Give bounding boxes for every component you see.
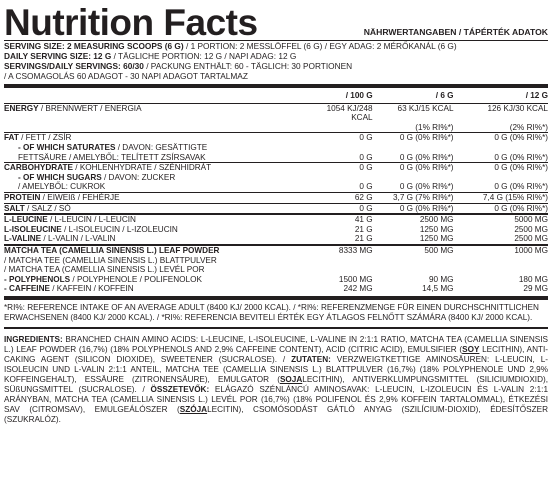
value-per-12g (454, 265, 548, 275)
nutrient-translation: / L-VALIN / L-VALIN (41, 234, 116, 244)
table-row (4, 265, 548, 275)
ingredients-de-2: LECITHIN), ANTIVERKLUMPUNGSMITTEL (SILICIUMDIOXID), SÜßUNGSMITTEL (SUCRALOSE). / (4, 374, 548, 394)
table-row (4, 103, 548, 123)
value-per-100g (310, 265, 373, 275)
header (4, 0, 548, 43)
nutrient-name: CARBOHYDRATE (4, 163, 73, 173)
nutrient-translation: / AMELYBŐL: CUKROK (18, 182, 106, 192)
value-per-6g: 14,5 MG (422, 284, 454, 294)
servings-count-label: SERVINGS/DAILY SERVINGS: 60/30 (4, 61, 144, 71)
nutrient-label (4, 214, 310, 225)
serving-line-2 (4, 51, 548, 61)
value-per-12g: 0 G (0% RI%*) (454, 203, 548, 214)
nutrient-label (4, 203, 310, 214)
table-row (4, 123, 548, 133)
ingredients-en-label: INGREDIENTS: (4, 334, 63, 344)
nutrient-label (4, 256, 310, 266)
table-row (4, 143, 548, 153)
value-per-12g: 0 G (0% RI%*) (494, 182, 548, 192)
value-per-6g: 2500 MG (373, 214, 454, 225)
allergen-soja: SOJA (279, 374, 303, 384)
column-header-12g: / 12 G (525, 91, 548, 100)
page-title: Nutrition Facts (4, 2, 258, 43)
table-row (4, 133, 548, 143)
ingredients-hu: ELÁGAZÓ SZÉNLÁNCÚ AMINOSAVAK: L-LEUCIN, L-IZOLEUCIN ÉS L-VALIN 2:1:1 ARÁNYBAN, MATCHA TEA (CAMELLIA SINENSIS L.) LEVÉL POR (16,7%) (18% POLIFENOL ÉS 2,9% KOFFEIN TARTALOMMAL), ÉTKEZÉSI SAV (CITROMSAV), EMULGEÁLÓSZER ( (4, 384, 548, 414)
table-row (4, 275, 548, 285)
value-per-12g: (2% RI%*) (509, 122, 548, 132)
value-per-100g: 0 G (359, 152, 373, 162)
nutrient-label (4, 234, 310, 245)
nutrient-name: FAT (4, 133, 19, 143)
value-per-100g: 0 G (310, 203, 373, 214)
ingredients-text (4, 335, 548, 425)
value-per-6g (373, 256, 454, 266)
column-header-100g: / 100 G (345, 91, 373, 100)
nutrient-translation: / MATCHA TEA (CAMELLIA SINENSIS L.) LEVÉL POR (4, 265, 205, 275)
table-row (4, 234, 548, 245)
value-per-12g (454, 173, 548, 183)
nutrient-translation: / EIWEIß / FEHÉRJE (40, 192, 120, 202)
ingredients-hu-2: LECITIN), CSOMÓSODÁST GÁTLÓ ANYAG (SZILÍCIUM-DIOXID), ÉDESÍTŐSZER (SZUKRALÓZ). (4, 404, 548, 424)
value-per-100g: 21 G (354, 224, 373, 234)
value-per-6g: 500 MG (373, 245, 454, 256)
table-row (4, 153, 548, 163)
table-row (4, 245, 548, 256)
divider (4, 327, 548, 329)
value-per-100g: 0 G (310, 163, 373, 173)
nutrient-name: MATCHA TEA (CAMELLIA SINENSIS L.) LEAF POWDER (4, 245, 220, 255)
nutrient-label (4, 245, 310, 256)
value-per-6g: 0 G (0% RI%*) (373, 163, 454, 173)
value-per-12g: 2500 MG (514, 224, 548, 234)
value-per-100g (310, 256, 373, 266)
nutrient-translation: / L-LEUCIN / L-LEUCIN (47, 215, 136, 225)
value-per-12g: 0 G (0% RI%*) (494, 152, 548, 162)
value-per-100g: 62 G (310, 192, 373, 203)
daily-serving-text: / TÄGLICHE PORTION: 12 G / NAPI ADAG: 12 G (111, 51, 297, 61)
nutrient-label (4, 265, 310, 275)
nutrient-translation: / POLYPHENOLE / POLIFENOLOK (70, 274, 202, 284)
table-row (4, 214, 548, 225)
value-per-12g (454, 256, 548, 266)
value-per-100g: 1054 KJ/248 KCAL (310, 103, 373, 123)
value-per-6g: 0 G (0% RI%*) (399, 182, 454, 192)
daily-serving-label: DAILY SERVING SIZE: 12 G (4, 51, 112, 61)
nutrient-name: L-LEUCINE (4, 215, 48, 225)
value-per-6g: 63 KJ/15 KCAL (373, 103, 454, 123)
serving-size-label: SERVING SIZE: 2 MEASURING SCOOPS (6 G) (4, 41, 184, 51)
value-per-6g (373, 173, 454, 183)
serving-size-text: / 1 PORTION: 2 MESSLÖFFEL (6 G) / EGY ADAG: 2 MÉRŐKANÁL (6 G) (183, 41, 457, 51)
nutrient-name: ENERGY (4, 103, 39, 113)
ingredients-de-label: ZUTATEN: (291, 354, 331, 364)
nutrient-name: PROTEIN (4, 192, 41, 202)
subtitle: NÄHRWERTANGABEN / TÁPÉRTÉK ADATOK (363, 27, 548, 37)
serving-line-4: / A CSOMAGOLÁS 60 ADAGOT - 30 NAPI ADAGOT TARTALMAZ (4, 71, 248, 81)
table-row (4, 192, 548, 203)
value-per-100g (310, 123, 373, 133)
value-per-6g: 0 G (0% RI%*) (399, 152, 454, 162)
ingredients-en-2: LECITHIN), ANTI-CAKING AGENT (SILICON DIOXIDE), SWEETENER (SUCRALOSE). / (4, 344, 548, 364)
nutrition-table (4, 88, 548, 294)
ingredients-hu-label: ÖSSZETEVŐK: (150, 384, 210, 394)
value-per-6g: (1% RI%*) (415, 122, 454, 132)
ingredients-en: BRANCHED CHAIN AMINO ACIDS: L-LEUCINE, L-ISOLEUCINE, L-VALINE IN 2:1:1 RATIO, MATCHA TEA (CAMELLIA SINENSIS L.) LEAF POWDER (16,7%) (18% POLYPHENOLS AND 2,9% CAFFEINE CONTENT), ACID (CITRIC ACID), EMULSIFIER ( (4, 334, 548, 354)
nutrient-label (4, 275, 310, 285)
nutrient-translation: / DAVON: GESÄTTIGTE (115, 142, 208, 152)
table-row (4, 284, 548, 294)
nutrient-label (4, 163, 310, 173)
nutrient-translation: / FETT / ZSÍR (18, 133, 72, 143)
nutrient-label (4, 123, 310, 133)
reference-intake-note: *RI%: REFERENCE INTAKE OF AN AVERAGE ADULT (8400 KJ/ 2000 KCAL). / *RI%: REFERENZMENGE FÜR EINEN DURCHSCHNITTLICHEN ERWACHSENEN (8400 KJ/ 2000 KCAL). / *RI%: REFERENCIA BEVITELI ÉRTÉK EGY ÁTLAGOS FELNŐTT SZÁMÁRA (8400 KJ/ 2000 KCAL). (4, 302, 539, 322)
nutrient-label (4, 225, 310, 235)
nutrient-name: - CAFFEINE (4, 284, 50, 294)
value-per-100g: 21 G (354, 234, 373, 244)
nutrient-name: L-VALINE (4, 234, 42, 244)
nutrient-translation: / L-ISOLEUCIN / L-IZOLEUCIN (61, 224, 178, 234)
serving-line-3 (4, 61, 548, 71)
value-per-100g: 0 G (310, 133, 373, 143)
value-per-12g (454, 143, 548, 153)
value-per-12g: 7,4 G (15% RI%*) (454, 192, 548, 203)
nutrient-name: - OF WHICH SATURATES (18, 142, 116, 152)
nutrient-translation: / KOHLENHYDRATE / SZÉNHIDRÁT (73, 163, 212, 173)
serving-line-1 (4, 41, 548, 51)
value-per-100g (310, 173, 373, 183)
value-per-100g: 8333 MG (310, 245, 373, 256)
table-row (4, 173, 548, 183)
nutrient-name: L-ISOLEUCINE (4, 224, 62, 234)
value-per-100g (310, 143, 373, 153)
nutrient-label (4, 284, 310, 294)
table-row (4, 182, 548, 192)
nutrient-label (4, 192, 310, 203)
nutrient-name: - POLYPHENOLS (4, 274, 71, 284)
nutrient-translation: / KAFFEIN / KOFFEIN (49, 284, 134, 294)
value-per-6g: 90 MG (428, 274, 454, 284)
value-per-6g: 1250 MG (419, 234, 454, 244)
servings-count-text: / PACKUNG ENTHÄLT: 60 - TÄGLICH: 30 PORTIONEN (143, 61, 353, 71)
nutrient-label (4, 103, 310, 123)
value-per-12g: 5000 MG (454, 214, 548, 225)
value-per-12g: 1000 MG (454, 245, 548, 256)
value-per-6g: 0 G (0% RI%*) (373, 133, 454, 143)
nutrient-translation: / DAVON: ZUCKER (101, 172, 176, 182)
value-per-6g: 3,7 G (7% RI%*) (373, 192, 454, 203)
value-per-100g: 1500 MG (338, 274, 373, 284)
nutrient-translation: / SALZ / SÓ (24, 203, 71, 213)
value-per-12g: 126 KJ/30 KCAL (454, 103, 548, 123)
table-row (4, 203, 548, 214)
value-per-6g (373, 265, 454, 275)
value-per-6g: 0 G (0% RI%*) (373, 203, 454, 214)
value-per-100g: 242 MG (343, 284, 373, 294)
value-per-12g: 0 G (0% RI%*) (454, 163, 548, 173)
value-per-100g: 41 G (310, 214, 373, 225)
allergen-soy: SOY (462, 344, 480, 354)
serving-info (4, 41, 548, 81)
value-per-6g (373, 143, 454, 153)
value-per-12g: 180 MG (518, 274, 548, 284)
nutrient-translation: / MATCHA TEE (CAMELLIA SINENSIS L.) BLATTPULVER (4, 255, 217, 265)
nutrient-translation: FETTSÄURE / AMELYBŐL: TELÍTETT ZSÍRSAVAK (18, 152, 206, 162)
table-row (4, 256, 548, 266)
nutrient-name: SALT (4, 203, 25, 213)
nutrient-label (4, 182, 310, 192)
value-per-100g: 0 G (359, 182, 373, 192)
allergen-szoja: SZÓJA (179, 404, 208, 414)
nutrient-translation: / BRENNWERT / ENERGIA (38, 103, 142, 113)
nutrient-label (4, 153, 310, 163)
value-per-12g: 29 MG (523, 284, 548, 294)
value-per-6g: 1250 MG (419, 224, 454, 234)
nutrient-name: - OF WHICH SUGARS (18, 172, 102, 182)
nutrient-label (4, 143, 310, 153)
value-per-12g: 0 G (0% RI%*) (454, 133, 548, 143)
column-header-row (4, 88, 548, 103)
table-row (4, 225, 548, 235)
value-per-12g: 2500 MG (514, 234, 548, 244)
ingredients-de: VERZWEIGTKETTIGE AMINOSÄUREN: L-LEUCIN, L-ISOLEUCIN UND L-VALIN 2:1:1 ANTEIL, MATCHA TEE (CAMELLIA SINENSIS L.) BLATTPULVER (16,7%) (18% POLYPHENOLE UND 2,9% KOFFEINGEHALT), ESSÄURE (ZITRONENSÄURE), EMULGATOR ( (4, 354, 548, 384)
nutrient-label (4, 133, 310, 143)
table-row (4, 163, 548, 173)
column-header-6g: / 6 G (435, 91, 454, 100)
nutrient-label (4, 173, 310, 183)
